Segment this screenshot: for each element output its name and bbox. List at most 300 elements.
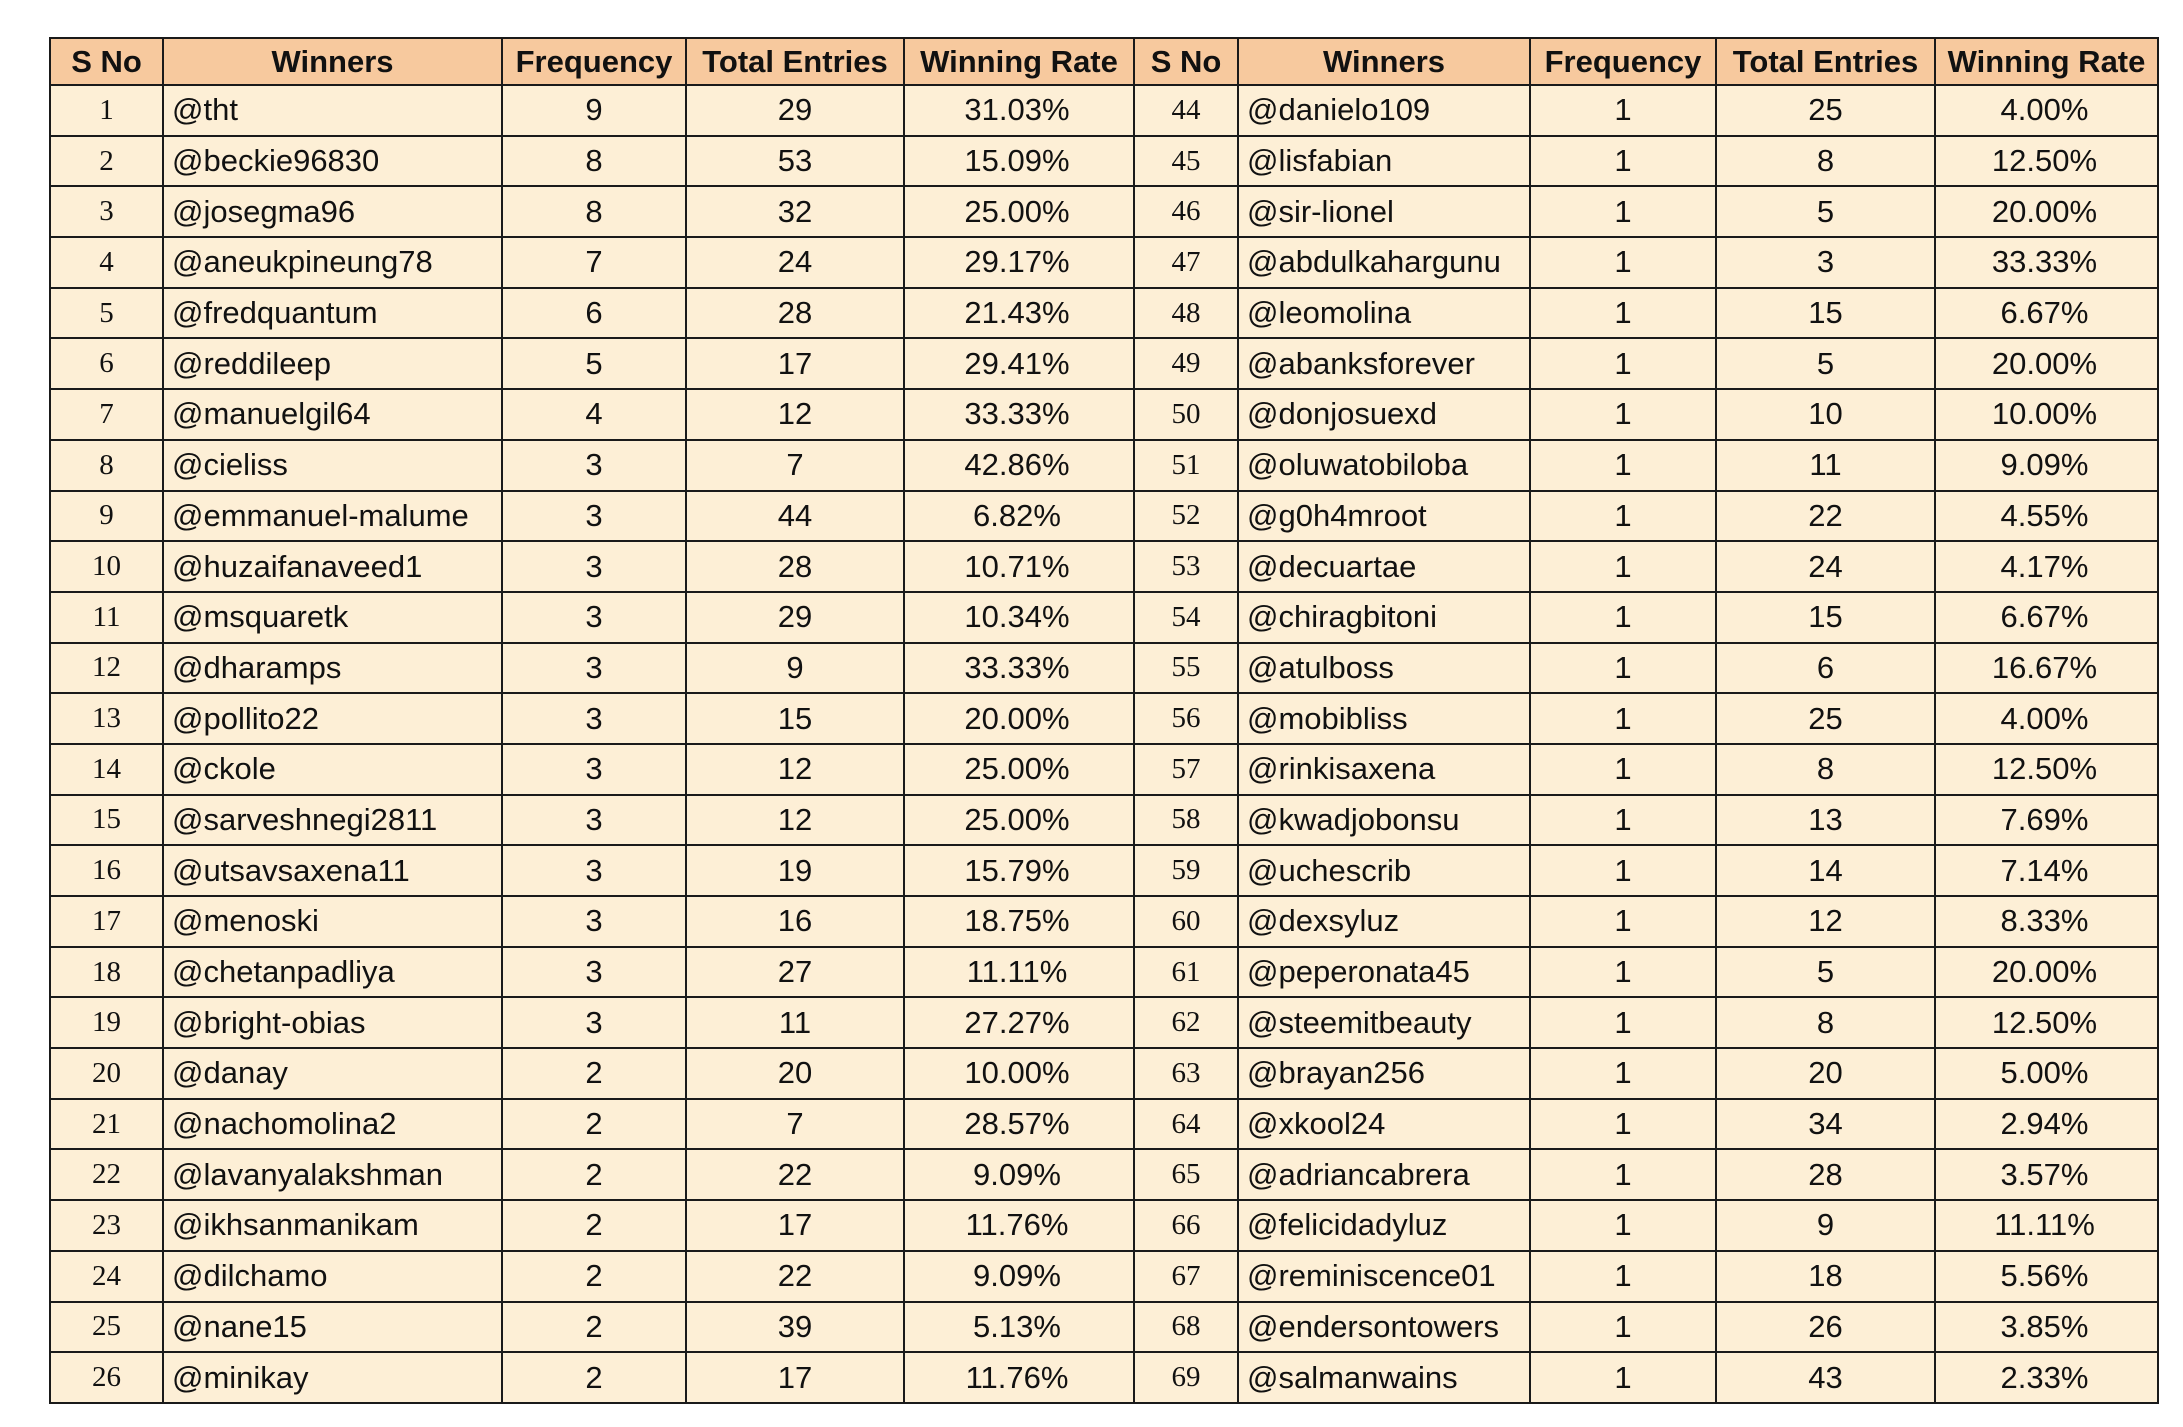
winning-rate-cell: 20.00% [904, 693, 1134, 744]
s-no-cell: 50 [1134, 389, 1238, 440]
total-entries-cell: 28 [686, 541, 904, 592]
frequency-cell: 1 [1530, 693, 1716, 744]
table-row [50, 389, 2158, 440]
total-entries-cell: 34 [1716, 1099, 1935, 1150]
winner-name-cell: @sir-lionel [1238, 186, 1530, 237]
winner-name-cell: @endersontowers [1238, 1302, 1530, 1353]
col-header-s-no: S No [50, 38, 163, 85]
winner-name-cell: @felicidadyluz [1238, 1200, 1530, 1251]
frequency-cell: 1 [1530, 389, 1716, 440]
winning-rate-cell: 15.79% [904, 845, 1134, 896]
winning-rate-cell: 16.67% [1935, 643, 2158, 694]
s-no-cell: 7 [50, 389, 163, 440]
total-entries-cell: 14 [1716, 845, 1935, 896]
s-no-cell: 58 [1134, 795, 1238, 846]
winning-rate-cell: 25.00% [904, 186, 1134, 237]
table-row [50, 1352, 2158, 1403]
total-entries-cell: 13 [1716, 795, 1935, 846]
table-row [50, 288, 2158, 339]
table-row [50, 643, 2158, 694]
frequency-cell: 1 [1530, 491, 1716, 542]
table-row [50, 744, 2158, 795]
s-no-cell: 67 [1134, 1251, 1238, 1302]
winning-rate-cell: 28.57% [904, 1099, 1134, 1150]
total-entries-cell: 22 [686, 1149, 904, 1200]
s-no-cell: 23 [50, 1200, 163, 1251]
frequency-cell: 2 [502, 1302, 686, 1353]
s-no-cell: 12 [50, 643, 163, 694]
winning-rate-cell: 15.09% [904, 136, 1134, 187]
winner-name-cell: @decuartae [1238, 541, 1530, 592]
total-entries-cell: 15 [1716, 592, 1935, 643]
frequency-cell: 3 [502, 643, 686, 694]
winning-rate-cell: 7.14% [1935, 845, 2158, 896]
s-no-cell: 14 [50, 744, 163, 795]
total-entries-cell: 12 [1716, 896, 1935, 947]
winner-name-cell: @pollito22 [163, 693, 502, 744]
winning-rate-cell: 10.34% [904, 592, 1134, 643]
winning-rate-cell: 33.33% [1935, 237, 2158, 288]
s-no-cell: 54 [1134, 592, 1238, 643]
s-no-cell: 46 [1134, 186, 1238, 237]
col-header-s-no: S No [1134, 38, 1238, 85]
frequency-cell: 1 [1530, 795, 1716, 846]
frequency-cell: 1 [1530, 338, 1716, 389]
winner-name-cell: @dilchamo [163, 1251, 502, 1302]
table-row [50, 440, 2158, 491]
s-no-cell: 9 [50, 491, 163, 542]
table-header [50, 38, 2158, 85]
winning-rate-cell: 33.33% [904, 389, 1134, 440]
winning-rate-cell: 29.41% [904, 338, 1134, 389]
winner-name-cell: @beckie96830 [163, 136, 502, 187]
frequency-cell: 3 [502, 440, 686, 491]
frequency-cell: 3 [502, 896, 686, 947]
s-no-cell: 22 [50, 1149, 163, 1200]
frequency-cell: 1 [1530, 1200, 1716, 1251]
winning-rate-cell: 25.00% [904, 795, 1134, 846]
s-no-cell: 57 [1134, 744, 1238, 795]
total-entries-cell: 8 [1716, 997, 1935, 1048]
frequency-cell: 1 [1530, 744, 1716, 795]
frequency-cell: 2 [502, 1099, 686, 1150]
col-header-frequency: Frequency [1530, 38, 1716, 85]
winner-name-cell: @fredquantum [163, 288, 502, 339]
winning-rate-cell: 25.00% [904, 744, 1134, 795]
frequency-cell: 4 [502, 389, 686, 440]
winner-name-cell: @msquaretk [163, 592, 502, 643]
frequency-cell: 2 [502, 1048, 686, 1099]
frequency-cell: 9 [502, 85, 686, 136]
winner-name-cell: @abdulkahargunu [1238, 237, 1530, 288]
frequency-cell: 1 [1530, 440, 1716, 491]
table-row [50, 997, 2158, 1048]
total-entries-cell: 12 [686, 795, 904, 846]
winner-name-cell: @bright-obias [163, 997, 502, 1048]
frequency-cell: 1 [1530, 1302, 1716, 1353]
frequency-cell: 1 [1530, 237, 1716, 288]
winning-rate-cell: 2.33% [1935, 1352, 2158, 1403]
s-no-cell: 63 [1134, 1048, 1238, 1099]
s-no-cell: 56 [1134, 693, 1238, 744]
col-header-winning-rate: Winning Rate [904, 38, 1134, 85]
total-entries-cell: 16 [686, 896, 904, 947]
table-row [50, 1149, 2158, 1200]
total-entries-cell: 7 [686, 440, 904, 491]
s-no-cell: 69 [1134, 1352, 1238, 1403]
frequency-cell: 1 [1530, 1352, 1716, 1403]
winning-rate-cell: 10.00% [1935, 389, 2158, 440]
winning-rate-cell: 7.69% [1935, 795, 2158, 846]
winning-rate-cell: 12.50% [1935, 997, 2158, 1048]
table-row [50, 845, 2158, 896]
s-no-cell: 10 [50, 541, 163, 592]
winner-name-cell: @ckole [163, 744, 502, 795]
winning-rate-cell: 5.13% [904, 1302, 1134, 1353]
total-entries-cell: 43 [1716, 1352, 1935, 1403]
total-entries-cell: 28 [1716, 1149, 1935, 1200]
table-row [50, 1302, 2158, 1353]
total-entries-cell: 17 [686, 1352, 904, 1403]
total-entries-cell: 20 [1716, 1048, 1935, 1099]
frequency-cell: 5 [502, 338, 686, 389]
winner-name-cell: @chetanpadliya [163, 947, 502, 998]
table-row [50, 592, 2158, 643]
winning-rate-cell: 11.11% [904, 947, 1134, 998]
winning-rate-cell: 4.00% [1935, 85, 2158, 136]
total-entries-cell: 27 [686, 947, 904, 998]
winner-name-cell: @dharamps [163, 643, 502, 694]
s-no-cell: 18 [50, 947, 163, 998]
frequency-cell: 1 [1530, 186, 1716, 237]
s-no-cell: 49 [1134, 338, 1238, 389]
winning-rate-cell: 5.00% [1935, 1048, 2158, 1099]
table-row [50, 1200, 2158, 1251]
winning-rate-cell: 11.11% [1935, 1200, 2158, 1251]
winner-name-cell: @chiragbitoni [1238, 592, 1530, 643]
s-no-cell: 4 [50, 237, 163, 288]
winner-name-cell: @steemitbeauty [1238, 997, 1530, 1048]
s-no-cell: 52 [1134, 491, 1238, 542]
winner-name-cell: @kwadjobonsu [1238, 795, 1530, 846]
winner-name-cell: @uchescrib [1238, 845, 1530, 896]
total-entries-cell: 6 [1716, 643, 1935, 694]
winner-name-cell: @reminiscence01 [1238, 1251, 1530, 1302]
s-no-cell: 60 [1134, 896, 1238, 947]
s-no-cell: 66 [1134, 1200, 1238, 1251]
winner-name-cell: @rinkisaxena [1238, 744, 1530, 795]
table-row [50, 1251, 2158, 1302]
frequency-cell: 2 [502, 1251, 686, 1302]
table-row [50, 136, 2158, 187]
winning-rate-cell: 9.09% [904, 1149, 1134, 1200]
winner-name-cell: @xkool24 [1238, 1099, 1530, 1150]
frequency-cell: 1 [1530, 592, 1716, 643]
winning-rate-cell: 6.82% [904, 491, 1134, 542]
s-no-cell: 62 [1134, 997, 1238, 1048]
frequency-cell: 1 [1530, 997, 1716, 1048]
total-entries-cell: 25 [1716, 693, 1935, 744]
winning-rate-cell: 10.00% [904, 1048, 1134, 1099]
table-row [50, 795, 2158, 846]
winning-rate-cell: 11.76% [904, 1200, 1134, 1251]
table-row [50, 947, 2158, 998]
winners-table [49, 37, 2159, 1404]
winner-name-cell: @menoski [163, 896, 502, 947]
winning-rate-cell: 27.27% [904, 997, 1134, 1048]
s-no-cell: 64 [1134, 1099, 1238, 1150]
s-no-cell: 6 [50, 338, 163, 389]
winner-name-cell: @reddileep [163, 338, 502, 389]
total-entries-cell: 9 [1716, 1200, 1935, 1251]
winner-name-cell: @emmanuel-malume [163, 491, 502, 542]
winner-name-cell: @utsavsaxena11 [163, 845, 502, 896]
winner-name-cell: @abanksforever [1238, 338, 1530, 389]
s-no-cell: 24 [50, 1251, 163, 1302]
s-no-cell: 68 [1134, 1302, 1238, 1353]
total-entries-cell: 8 [1716, 136, 1935, 187]
s-no-cell: 21 [50, 1099, 163, 1150]
winning-rate-cell: 42.86% [904, 440, 1134, 491]
frequency-cell: 3 [502, 845, 686, 896]
s-no-cell: 5 [50, 288, 163, 339]
frequency-cell: 1 [1530, 1099, 1716, 1150]
total-entries-cell: 39 [686, 1302, 904, 1353]
col-header-total-entries: Total Entries [686, 38, 904, 85]
winning-rate-cell: 5.56% [1935, 1251, 2158, 1302]
total-entries-cell: 28 [686, 288, 904, 339]
winning-rate-cell: 20.00% [1935, 947, 2158, 998]
col-header-winners: Winners [163, 38, 502, 85]
s-no-cell: 3 [50, 186, 163, 237]
winner-name-cell: @peperonata45 [1238, 947, 1530, 998]
frequency-cell: 1 [1530, 1251, 1716, 1302]
winner-name-cell: @oluwatobiloba [1238, 440, 1530, 491]
frequency-cell: 3 [502, 795, 686, 846]
winner-name-cell: @tht [163, 85, 502, 136]
frequency-cell: 3 [502, 541, 686, 592]
col-header-total-entries: Total Entries [1716, 38, 1935, 85]
frequency-cell: 1 [1530, 136, 1716, 187]
s-no-cell: 25 [50, 1302, 163, 1353]
winning-rate-cell: 9.09% [904, 1251, 1134, 1302]
winning-rate-cell: 3.85% [1935, 1302, 2158, 1353]
frequency-cell: 1 [1530, 1149, 1716, 1200]
frequency-cell: 1 [1530, 643, 1716, 694]
frequency-cell: 2 [502, 1200, 686, 1251]
winner-name-cell: @brayan256 [1238, 1048, 1530, 1099]
table-row [50, 541, 2158, 592]
winning-rate-cell: 10.71% [904, 541, 1134, 592]
s-no-cell: 2 [50, 136, 163, 187]
winning-rate-cell: 2.94% [1935, 1099, 2158, 1150]
total-entries-cell: 44 [686, 491, 904, 542]
s-no-cell: 11 [50, 592, 163, 643]
s-no-cell: 20 [50, 1048, 163, 1099]
s-no-cell: 1 [50, 85, 163, 136]
s-no-cell: 17 [50, 896, 163, 947]
frequency-cell: 3 [502, 693, 686, 744]
winner-name-cell: @adriancabrera [1238, 1149, 1530, 1200]
total-entries-cell: 7 [686, 1099, 904, 1150]
s-no-cell: 8 [50, 440, 163, 491]
frequency-cell: 3 [502, 947, 686, 998]
frequency-cell: 1 [1530, 896, 1716, 947]
total-entries-cell: 29 [686, 592, 904, 643]
winner-name-cell: @leomolina [1238, 288, 1530, 339]
total-entries-cell: 20 [686, 1048, 904, 1099]
frequency-cell: 3 [502, 997, 686, 1048]
winning-rate-cell: 12.50% [1935, 136, 2158, 187]
total-entries-cell: 15 [1716, 288, 1935, 339]
s-no-cell: 44 [1134, 85, 1238, 136]
total-entries-cell: 29 [686, 85, 904, 136]
s-no-cell: 45 [1134, 136, 1238, 187]
winning-rate-cell: 20.00% [1935, 338, 2158, 389]
winning-rate-cell: 33.33% [904, 643, 1134, 694]
total-entries-cell: 53 [686, 136, 904, 187]
winner-name-cell: @manuelgil64 [163, 389, 502, 440]
total-entries-cell: 24 [686, 237, 904, 288]
winner-name-cell: @danielo109 [1238, 85, 1530, 136]
winner-name-cell: @minikay [163, 1352, 502, 1403]
s-no-cell: 16 [50, 845, 163, 896]
winning-rate-cell: 31.03% [904, 85, 1134, 136]
frequency-cell: 3 [502, 592, 686, 643]
frequency-cell: 2 [502, 1352, 686, 1403]
winning-rate-cell: 8.33% [1935, 896, 2158, 947]
winning-rate-cell: 12.50% [1935, 744, 2158, 795]
winner-name-cell: @cieliss [163, 440, 502, 491]
winner-name-cell: @nachomolina2 [163, 1099, 502, 1150]
s-no-cell: 15 [50, 795, 163, 846]
winner-name-cell: @ikhsanmanikam [163, 1200, 502, 1251]
s-no-cell: 55 [1134, 643, 1238, 694]
winner-name-cell: @nane15 [163, 1302, 502, 1353]
winner-name-cell: @dexsyluz [1238, 896, 1530, 947]
winning-rate-cell: 29.17% [904, 237, 1134, 288]
total-entries-cell: 25 [1716, 85, 1935, 136]
winner-name-cell: @sarveshnegi2811 [163, 795, 502, 846]
total-entries-cell: 32 [686, 186, 904, 237]
total-entries-cell: 12 [686, 389, 904, 440]
winning-rate-cell: 6.67% [1935, 288, 2158, 339]
s-no-cell: 61 [1134, 947, 1238, 998]
winning-rate-cell: 4.17% [1935, 541, 2158, 592]
winner-name-cell: @donjosuexd [1238, 389, 1530, 440]
total-entries-cell: 24 [1716, 541, 1935, 592]
winning-rate-cell: 9.09% [1935, 440, 2158, 491]
winner-name-cell: @aneukpineung78 [163, 237, 502, 288]
s-no-cell: 65 [1134, 1149, 1238, 1200]
total-entries-cell: 11 [686, 997, 904, 1048]
table-row [50, 1048, 2158, 1099]
total-entries-cell: 10 [1716, 389, 1935, 440]
winner-name-cell: @danay [163, 1048, 502, 1099]
total-entries-cell: 22 [686, 1251, 904, 1302]
s-no-cell: 48 [1134, 288, 1238, 339]
winning-rate-cell: 11.76% [904, 1352, 1134, 1403]
winning-rate-cell: 4.55% [1935, 491, 2158, 542]
total-entries-cell: 18 [1716, 1251, 1935, 1302]
winning-rate-cell: 3.57% [1935, 1149, 2158, 1200]
winner-name-cell: @lavanyalakshman [163, 1149, 502, 1200]
col-header-winning-rate: Winning Rate [1935, 38, 2158, 85]
frequency-cell: 8 [502, 136, 686, 187]
winner-name-cell: @mobibliss [1238, 693, 1530, 744]
frequency-cell: 2 [502, 1149, 686, 1200]
frequency-cell: 1 [1530, 1048, 1716, 1099]
frequency-cell: 6 [502, 288, 686, 339]
frequency-cell: 1 [1530, 845, 1716, 896]
total-entries-cell: 5 [1716, 186, 1935, 237]
table-row [50, 491, 2158, 542]
frequency-cell: 3 [502, 491, 686, 542]
total-entries-cell: 17 [686, 338, 904, 389]
frequency-cell: 1 [1530, 947, 1716, 998]
s-no-cell: 26 [50, 1352, 163, 1403]
table-row [50, 186, 2158, 237]
total-entries-cell: 26 [1716, 1302, 1935, 1353]
s-no-cell: 59 [1134, 845, 1238, 896]
total-entries-cell: 22 [1716, 491, 1935, 542]
total-entries-cell: 9 [686, 643, 904, 694]
total-entries-cell: 11 [1716, 440, 1935, 491]
winner-name-cell: @salmanwains [1238, 1352, 1530, 1403]
col-header-winners: Winners [1238, 38, 1530, 85]
winner-name-cell: @josegma96 [163, 186, 502, 237]
s-no-cell: 13 [50, 693, 163, 744]
winner-name-cell: @lisfabian [1238, 136, 1530, 187]
total-entries-cell: 3 [1716, 237, 1935, 288]
frequency-cell: 1 [1530, 288, 1716, 339]
frequency-cell: 3 [502, 744, 686, 795]
total-entries-cell: 12 [686, 744, 904, 795]
frequency-cell: 1 [1530, 85, 1716, 136]
total-entries-cell: 15 [686, 693, 904, 744]
winning-rate-cell: 18.75% [904, 896, 1134, 947]
winning-rate-cell: 6.67% [1935, 592, 2158, 643]
winning-rate-cell: 20.00% [1935, 186, 2158, 237]
frequency-cell: 7 [502, 237, 686, 288]
winner-name-cell: @g0h4mroot [1238, 491, 1530, 542]
s-no-cell: 19 [50, 997, 163, 1048]
frequency-cell: 1 [1530, 541, 1716, 592]
col-header-frequency: Frequency [502, 38, 686, 85]
total-entries-cell: 17 [686, 1200, 904, 1251]
total-entries-cell: 5 [1716, 947, 1935, 998]
table-row [50, 338, 2158, 389]
table-row [50, 693, 2158, 744]
table-body [50, 85, 2158, 1403]
winner-name-cell: @atulboss [1238, 643, 1530, 694]
table-row [50, 1099, 2158, 1150]
winner-name-cell: @huzaifanaveed1 [163, 541, 502, 592]
table-row [50, 896, 2158, 947]
table-row [50, 237, 2158, 288]
table-row [50, 85, 2158, 136]
s-no-cell: 51 [1134, 440, 1238, 491]
total-entries-cell: 19 [686, 845, 904, 896]
header-row [50, 38, 2158, 85]
total-entries-cell: 5 [1716, 338, 1935, 389]
s-no-cell: 53 [1134, 541, 1238, 592]
total-entries-cell: 8 [1716, 744, 1935, 795]
winning-rate-cell: 4.00% [1935, 693, 2158, 744]
winning-rate-cell: 21.43% [904, 288, 1134, 339]
frequency-cell: 8 [502, 186, 686, 237]
s-no-cell: 47 [1134, 237, 1238, 288]
